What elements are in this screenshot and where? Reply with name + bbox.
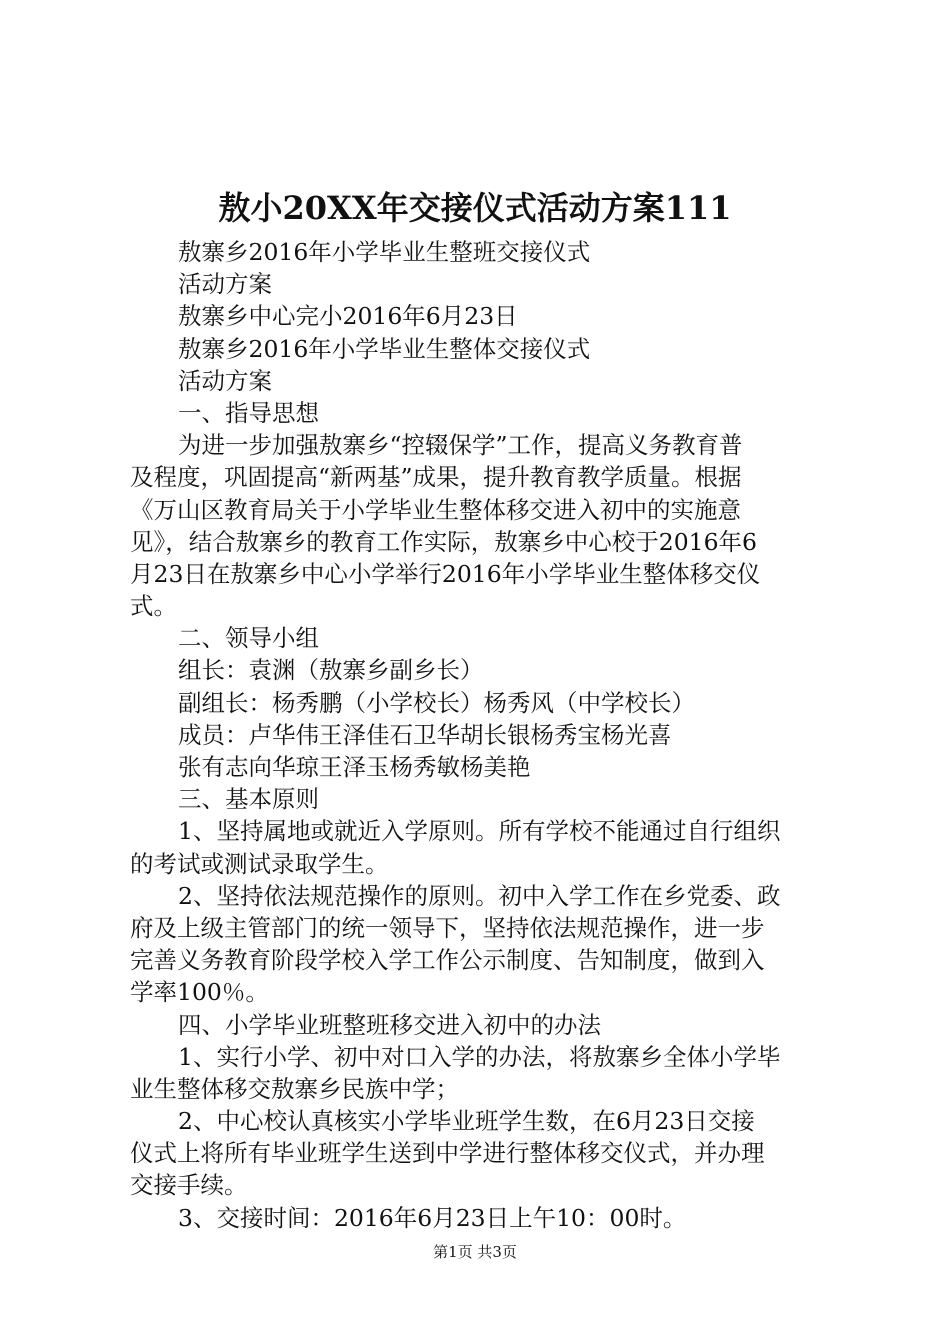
paragraph-method-1 (130, 1041, 830, 1105)
section-heading-guiding-thought: 一、指导思想 (178, 398, 319, 427)
section-heading-leadership-group: 二、领导小组 (178, 624, 319, 653)
header-line: 敖寨乡中心完小2016年6月23日 (178, 302, 518, 331)
document-title: 敖小20XX年交接仪式活动方案111 (218, 189, 732, 227)
paragraph-method-2 (130, 1105, 830, 1202)
section-heading-basic-principles: 三、基本原则 (178, 785, 319, 814)
header-line: 敖寨乡2016年小学毕业生整班交接仪式 (178, 238, 591, 266)
paragraph-line: 见》，结合敖寨乡的教育工作实际，敖寨乡中心校于2016年6 (130, 527, 758, 556)
paragraph-principle-1 (130, 815, 830, 879)
paragraph-line: 2、中心校认真核实小学毕业班学生数，在6月23日交接 (178, 1107, 755, 1136)
paragraph-line: 《万山区教育局关于小学毕业生整体移交进入初中的实施意 (130, 495, 741, 524)
paragraph-line: 学率100％。 (130, 978, 269, 1007)
paragraph-guiding-thought (130, 429, 830, 622)
group-deputy-leaders: 副组长：杨秀鹏（小学校长）杨秀风（中学校长） (178, 688, 695, 717)
document-body (130, 236, 830, 1234)
group-leader: 组长：袁渊（敖寨乡副乡长） (178, 656, 484, 685)
paragraph-line: 完善义务教育阶段学校入学工作公示制度、告知制度，做到入 (130, 946, 765, 975)
paragraph-line: 月23日在敖寨乡中心小学举行2016年小学毕业生整体移交仪 (130, 559, 761, 588)
paragraph-line: 府及上级主管部门的统一领导下，坚持依法规范操作，进一步 (130, 913, 765, 942)
paragraph-line: 1、实行小学、初中对口入学的办法，将敖寨乡全体小学毕 (178, 1042, 781, 1071)
paragraph-line: 的考试或测试录取学生。 (130, 849, 389, 878)
group-members-continued: 张有志向华琼王泽玉杨秀敏杨美艳 (178, 753, 531, 781)
paragraph-line: 及程度，巩固提高“新两基”成果，提升教育教学质量。根据 (130, 463, 742, 492)
header-line: 活动方案 (178, 366, 272, 395)
paragraph-line: 2、坚持依法规范操作的原则。初中入学工作在乡党委、政 (178, 881, 781, 910)
paragraph-line: 仪式上将所有毕业班学生送到中学进行整体移交仪式，并办理 (130, 1139, 765, 1168)
paragraph-principle-2 (130, 880, 830, 1009)
paragraph-line: 为进一步加强敖寨乡“控辍保学”工作，提高义务教育普 (178, 431, 743, 460)
paragraph-line: 业生整体移交敖寨乡民族中学； (130, 1074, 459, 1103)
header-line: 活动方案 (178, 270, 272, 299)
section-heading-transfer-method: 四、小学毕业班整班移交进入初中的办法 (178, 1010, 601, 1039)
paragraph-method-3: 3、交接时间：2016年6月23日上午10：00时。 (178, 1203, 687, 1232)
group-members: 成员：卢华伟王泽佳石卫华胡长银杨秀宝杨光喜 (178, 720, 672, 749)
paragraph-line: 交接手续。 (130, 1171, 248, 1200)
header-line: 敖寨乡2016年小学毕业生整体交接仪式 (178, 334, 591, 363)
paragraph-line: 1、坚持属地或就近入学原则。所有学校不能通过自行组织 (178, 817, 781, 846)
paragraph-line: 式。 (130, 592, 177, 621)
page-number-footer: 第1页 共3页 (433, 1243, 517, 1261)
